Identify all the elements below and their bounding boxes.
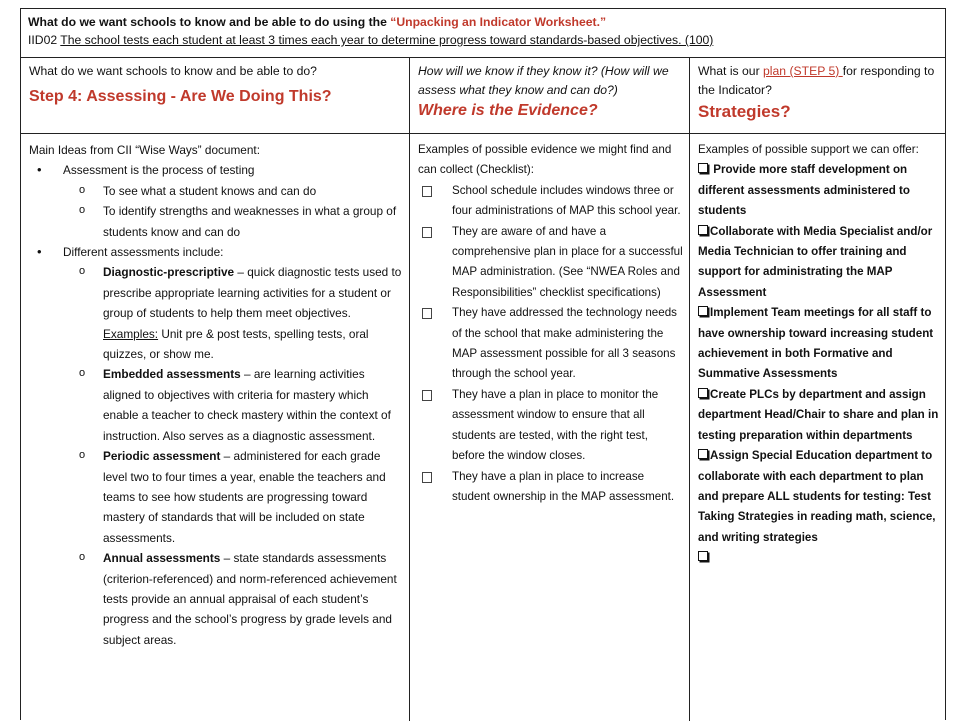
checkbox-icon xyxy=(698,388,708,398)
checkbox-icon xyxy=(698,306,708,316)
term-diagnostic: Diagnostic-prescriptive xyxy=(103,265,235,280)
evidence-heading: Examples of possible evidence we might find and can collect (Checklist): xyxy=(418,143,672,177)
support-item xyxy=(698,385,939,446)
support-cell xyxy=(690,134,945,569)
list-item xyxy=(29,364,403,446)
support-text: Assign Special Education department to collaborate with each department to plan and prepare ALL students for testing: Test Taking Strategies in reading math, science, and writing strategies xyxy=(698,449,936,544)
checklist-item xyxy=(418,385,683,467)
checklist-item xyxy=(418,467,683,508)
checkbox-icon xyxy=(422,186,432,197)
list-item: o To identify strengths and weaknesses in what a group of students know and can do xyxy=(29,201,403,242)
main-ideas-cell xyxy=(21,134,409,650)
support-item xyxy=(698,548,939,568)
column-question xyxy=(698,62,939,100)
checkbox-icon xyxy=(422,308,432,319)
checkbox-icon xyxy=(422,472,432,483)
column-header-strategies xyxy=(690,58,945,134)
checklist-item xyxy=(418,222,683,304)
checklist-item xyxy=(418,303,683,385)
worksheet-header xyxy=(21,9,945,58)
plan-step5-link[interactable]: plan (STEP 5) xyxy=(763,64,843,78)
checklist-text: They have a plan in place to monitor the assessment window to ensure that all students are tested, with the right test, before the window closes. xyxy=(452,387,659,463)
support-item xyxy=(698,222,939,304)
indicator-line xyxy=(28,31,938,49)
column-strategies xyxy=(689,58,945,721)
checkbox-icon xyxy=(698,449,708,459)
list-item xyxy=(29,548,403,650)
title-lead: What do we want schools to know and be able to do using the xyxy=(28,15,391,29)
column-evidence xyxy=(409,58,689,721)
support-item xyxy=(698,446,939,548)
checkbox-icon xyxy=(698,551,708,561)
checklist-text: They have a plan in place to increase student ownership in the MAP assessment. xyxy=(452,469,675,503)
column-question: How will we know if they know it? (How will we assess what they know and can do?) xyxy=(418,64,669,97)
column-assessing xyxy=(21,58,409,721)
column-step-title: Where is the Evidence? xyxy=(418,102,598,119)
checkbox-icon xyxy=(698,163,708,173)
checklist-item xyxy=(418,181,683,222)
list-item: • Different assessments include: xyxy=(29,242,403,262)
examples-text: Unit pre & post tests, spelling tests, oral quizzes, or show me. xyxy=(103,326,369,362)
checkbox-icon xyxy=(422,390,432,401)
term-periodic: Periodic assessment xyxy=(103,449,221,464)
column-header-evidence xyxy=(410,58,689,134)
question-tail: for responding to the Indicator? xyxy=(698,64,935,97)
list-item xyxy=(29,446,403,548)
support-text: Create PLCs by department and assign department Head/Chair to share and plan in testing preparation within departments xyxy=(698,387,939,442)
indicator-text: The school tests each student at least 3 times each year to determine progress toward standards-based objectives. (100) xyxy=(60,33,714,47)
question-lead: What is our xyxy=(698,64,764,78)
column-step-title: Step 4: Assessing - Are We Doing This? xyxy=(29,88,332,105)
list-item: o To see what a student knows and can do xyxy=(29,181,403,201)
examples-label: Examples: xyxy=(103,326,159,341)
term-text: – are learning activities aligned to objectives with criteria for mastery which enable a teacher to check mastery within the context of instruction. Also serves as a diagnostic assessment. xyxy=(103,367,391,443)
checkbox-icon xyxy=(422,227,432,238)
checkbox-icon xyxy=(698,225,708,235)
list-item: • Assessment is the process of testing xyxy=(29,160,403,180)
checklist-text: They are aware of and have a comprehensive plan in place for a successful MAP administration. (See “NWEA Roles and Responsibilities” checklist specifications) xyxy=(452,224,683,299)
column-question: What do we want schools to know and be able to do? xyxy=(29,64,317,78)
term-annual: Annual assessments xyxy=(103,551,221,566)
worksheet-title xyxy=(28,13,938,31)
term-text: – quick diagnostic tests used to prescribe appropriate learning activities for a student or group of students to help them meet objectives. xyxy=(103,265,402,321)
term-text: – administered for each grade level two to four times a year, enable the teachers and teams to see how students are progressing toward mastery of standards that will be included on state assessments. xyxy=(103,449,386,545)
support-text: Implement Team meetings for all staff to have ownership toward increasing student achievement in both Formative and Summative Assessments xyxy=(698,306,934,381)
support-heading: Examples of possible support we can offer: xyxy=(698,143,919,156)
support-item xyxy=(698,303,939,385)
support-item xyxy=(698,160,939,221)
column-header-assessing xyxy=(21,58,409,134)
list-item xyxy=(29,262,403,364)
main-ideas-heading: Main Ideas from CII “Wise Ways” document: xyxy=(29,143,260,157)
checklist-text: They have addressed the technology needs of the school that make administering the MAP assessment possible for all 3 seasons through the school year. xyxy=(452,306,677,381)
title-quote: “Unpacking an Indicator Worksheet.” xyxy=(390,15,607,29)
support-text: Provide more staff development on different assessments administered to students xyxy=(698,163,910,218)
evidence-cell xyxy=(410,134,689,507)
column-step-title: Strategies? xyxy=(698,102,791,121)
term-embedded: Embedded assessments xyxy=(103,367,241,382)
support-text: Collaborate with Media Specialist and/or Media Technician to offer training and support for administrating the MAP Assessment xyxy=(698,224,933,299)
indicator-code: IID02 xyxy=(28,33,61,47)
term-text: – state standards assessments (criterion-referenced) and norm-referenced achievement tests provide an annual appraisal of each student’s progress and the school’s progress by grade levels and subject areas. xyxy=(103,551,397,647)
worksheet-table xyxy=(20,8,946,720)
checklist-text: School schedule includes windows three or four administrations of MAP this school year. xyxy=(452,183,681,218)
